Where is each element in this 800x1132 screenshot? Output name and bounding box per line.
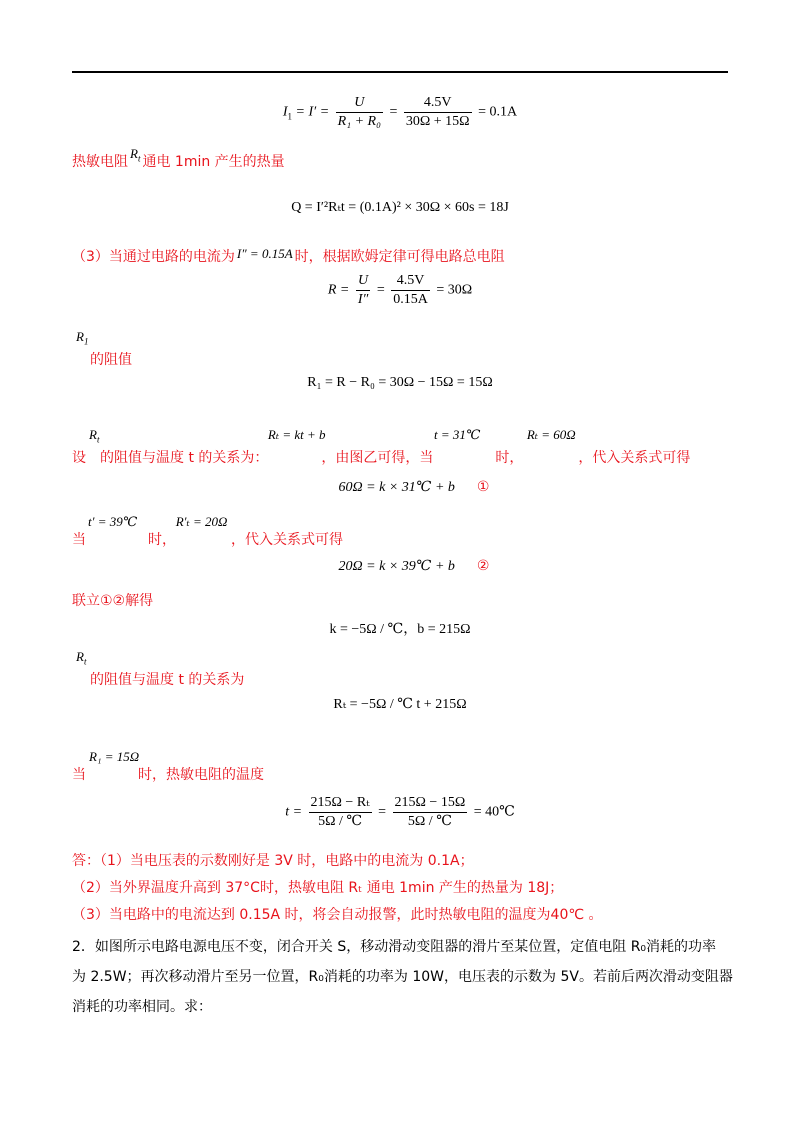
relation-r1: Rₜ = 60Ω [526,427,576,442]
current-line-math: I″ = 0.15A [236,246,293,261]
second-point-lower [72,531,343,549]
eq3-den: I″ [357,292,369,307]
heat-label-pre: 热敏电阻 [72,154,128,170]
eq5-mark: ① [476,479,490,495]
heat-label-symbol [130,146,141,164]
rt-relation-sub: t [83,656,87,667]
current-line-pre: （3）当通过电路的电流为 [72,249,235,265]
eq1-den2: 30Ω + 15Ω [405,114,470,129]
r1-label-sub: 1 [83,336,89,347]
second-point-upper [72,513,343,531]
relation-formula: Rₜ = kt + b [267,427,326,442]
relation-line-lower [72,449,690,467]
problem2-line3: 消耗的功率相同。求： [72,999,212,1015]
eq3-result: = 30Ω [436,282,473,298]
eq9-den: 5Ω / ℃ [318,814,363,829]
eq3-fraction-2 [391,272,430,309]
relation-c3: ，代入关系式可得 [578,449,691,466]
current-line [72,247,505,267]
eq9-lhs: t = [285,804,303,820]
relation-c2: 时， [495,449,517,466]
second-point-r2: R′ₜ = 20Ω [175,514,228,529]
answer-3: （3）当电路中的电流达到 0.15A 时，将会自动报警，此时热敏电阻的温度为40℃ 。 [72,907,603,923]
eq9-num2: 215Ω − 15Ω [393,794,468,813]
eq1-den: R₁ + R₀ [337,114,381,129]
eq3-den2: 0.15A [393,292,428,307]
rt-relation-symbol [76,648,244,671]
equation-r1: R₁ = R − R₀ = 30Ω − 15Ω = 15Ω [307,375,493,390]
second-point-t2: t′ = 39℃ [88,514,138,529]
temperature-pre: 当 [72,767,86,783]
relation-pre: 设 [72,449,86,466]
heat-label-line [72,146,285,177]
eq9-result: = 40℃ [473,804,515,820]
temperature-math: R₁ = 15Ω [89,749,140,764]
equation-relation: Rₜ = −5Ω / ℃ t + 215Ω [333,697,467,712]
eq1-num2: 4.5V [404,94,472,113]
heat-label-sub: t [137,153,141,164]
problem2-line2: 为 2.5W；再次移动滑片至另一位置，R₀消耗的功率为 10W，电压表的示数为 5V。若前后两次滑动变阻器 [72,969,733,985]
eq9-num: 215Ω − Rₜ [309,794,372,813]
relation-mid: 的阻值与温度 t 的关系为： [100,449,262,466]
eq3-lhs: R = [327,282,350,298]
eq9-fraction-2 [393,794,468,831]
relation-line [72,426,690,467]
rt-relation-text: 的阻值与温度 t 的关系为 [90,671,245,688]
equation-temperature: t = $\frac{\text{215Ω − Rₜ}}{5\Omega / ℃}$ = $\frac{215\Omega - 15\Omega}{5\Omega / ℃}$ = 40℃ [285,795,515,829]
eq1-num: U [336,94,383,113]
relation-sub: t [96,434,100,445]
eq3-num2: 4.5V [391,272,430,291]
answer-2: （2）当外界温度升高到 37°C时，热敏电阻 Rₜ 通电 1min 产生的热量为 18J； [72,880,564,896]
answer-1: 答：（1）当电压表的示数刚好是 3V 时，电路中的电流为 0.1A； [72,853,474,869]
current-line-post: 时，根据欧姆定律可得电路总电阻 [294,249,505,265]
eq1-result: = 0.1A [478,104,518,120]
relation-sym: R [89,427,97,442]
equation-heat: Q = I′²Rₜt = (0.1A)² × 30Ω × 60s = 18J [291,200,509,215]
eq3-num: U [356,272,371,291]
eq9-den2: 5Ω / ℃ [407,814,452,829]
equation-solution: k = −5Ω / ℃，b = 215Ω [329,622,471,637]
rt-relation-line [72,648,244,689]
eq1-lhs: I [282,104,288,120]
eq5-expr: 60Ω = k × 31℃ + b [338,480,455,495]
temperature-line [72,748,264,784]
r1-label-symbol [76,328,132,351]
second-point-line [72,513,343,549]
rt-relation-sym: R [76,649,84,664]
relation-t1: t = 31℃ [433,427,481,442]
equation-total-resistance: R = $\frac{U}{I''}$ = $\frac{4.5V}{0.15A}$ = 30Ω [327,273,473,307]
temperature-post: 时，热敏电阻的温度 [138,767,264,783]
solve-line: 联立①②解得 [72,593,154,609]
eq1-mid: = I′ = [295,104,330,120]
eq6-expr: 20Ω = k × 39℃ + b [338,559,455,574]
eq6-mark: ② [476,558,490,574]
second-point-pre: 当 [72,532,86,548]
heat-label-sym: R [130,146,138,161]
eq3-fraction-1 [356,272,371,309]
r1-label-line [72,328,132,369]
relation-symbol [89,427,100,445]
r1-label-sym: R [76,329,84,344]
equation-2 [0,558,800,575]
eq1-fraction-1 [336,94,383,131]
second-point-c2: ，代入关系式可得 [231,532,343,548]
problem2-line1: 2．如图所示电路电源电压不变，闭合开关 S，移动滑动变阻器的滑片至某位置，定值电阻 R₀消耗的功率 [72,939,717,955]
eq9-fraction-1 [309,794,372,831]
eq1-fraction-2 [404,94,472,131]
heat-label-post: 通电 1min 产生的热量 [142,154,285,170]
relation-c1: ，由图乙可得，当 [321,449,434,466]
equation-1 [0,479,800,496]
r1-label-text: 的阻值 [90,351,132,368]
temperature-lower [72,766,264,784]
relation-line-upper [72,426,690,449]
header-rule [72,71,728,73]
second-point-c1: 时， [148,532,169,548]
eq1-lhs-sub: 1 [287,111,293,122]
equation-current: $I_1 = I'$ = $\frac{U}{\text{R₁ + R₀}}$ = $\frac{4.5V}{30\Omega + 15\Omega}$ = 0.1A [282,95,518,129]
